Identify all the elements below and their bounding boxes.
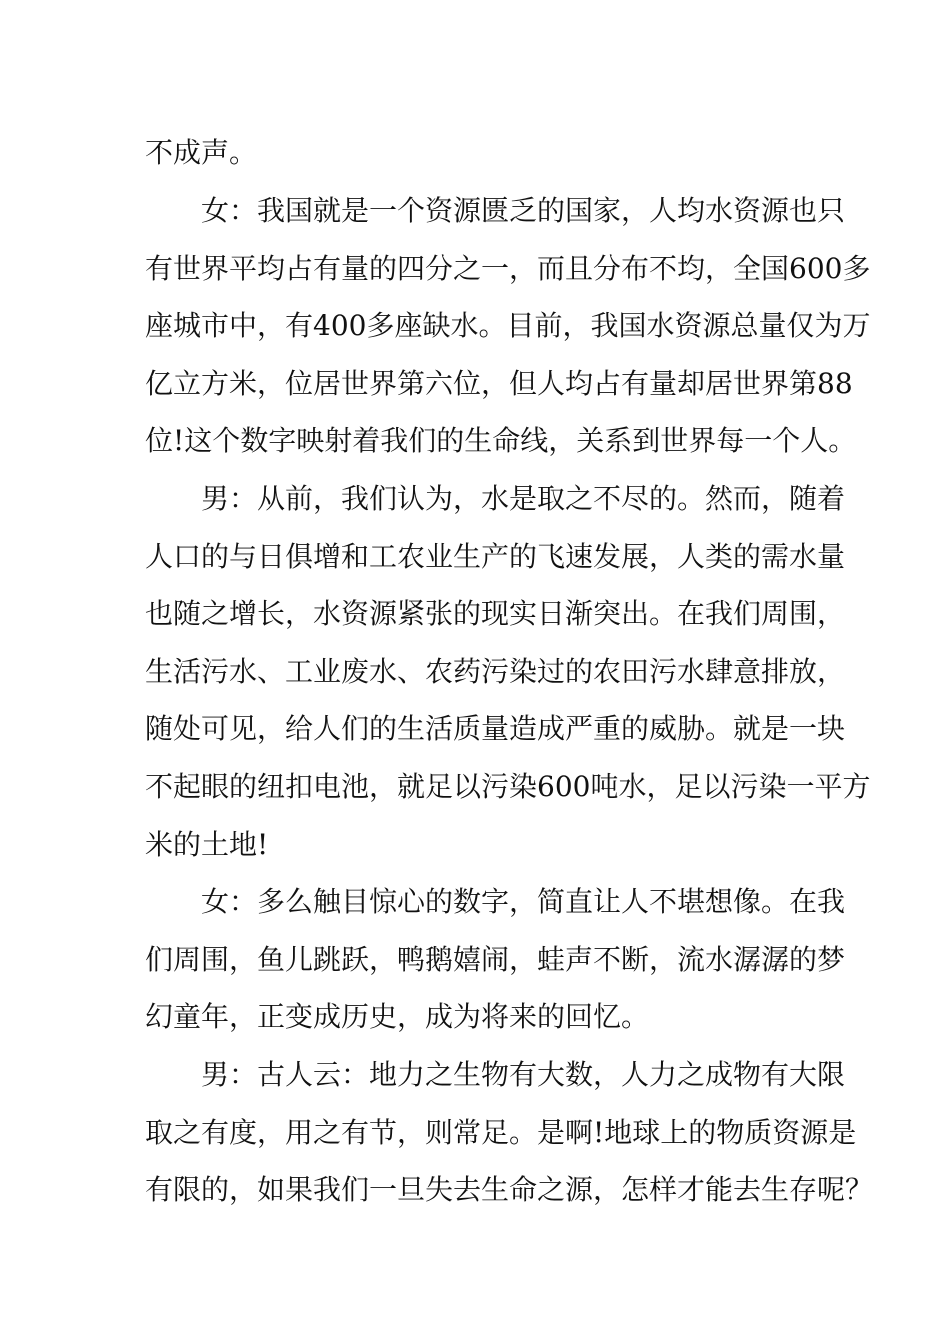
text-line: 幻童年，正变成历史，成为将来的回忆。 [145, 1000, 650, 1033]
text-line: 生活污水、工业废水、农药污染过的农田污水肆意排放， [145, 655, 846, 688]
text-line: 座城市中，有400多座缺水。目前，我国水资源总量仅为万 [145, 309, 871, 342]
text-line: 有世界平均占有量的四分之一，而且分布不均，全国600多 [145, 252, 871, 285]
text-line: 男：古人云：地力之生物有大数，人力之成物有大限 [201, 1058, 846, 1091]
text-line: 有限的，如果我们一旦失去生命之源，怎样才能去生存呢？ [145, 1173, 874, 1206]
text-line: 位!这个数字映射着我们的生命线，关系到世界每一个人。 [145, 424, 857, 457]
text-line: 亿立方米，位居世界第六位，但人均占有量却居世界第88 [145, 367, 853, 400]
text-line: 女：我国就是一个资源匮乏的国家，人均水资源也只 [201, 194, 846, 227]
text-line: 不起眼的纽扣电池，就足以污染600吨水，足以污染一平方 [145, 770, 871, 803]
text-line: 随处可见，给人们的生活质量造成严重的威胁。就是一块 [145, 712, 846, 745]
text-line: 不成声。 [145, 136, 258, 169]
text-line: 们周围，鱼儿跳跃，鸭鹅嬉闹，蛙声不断，流水潺潺的梦 [145, 943, 846, 976]
text-line: 取之有度，用之有节，则常足。是啊!地球上的物质资源是 [145, 1116, 857, 1149]
text-line: 米的土地! [145, 828, 269, 861]
text-line: 人口的与日俱增和工农业生产的飞速发展，人类的需水量 [145, 540, 846, 573]
text-line: 女：多么触目惊心的数字，简直让人不堪想像。在我 [201, 885, 846, 918]
text-line: 也随之增长，水资源紧张的现实日渐突出。在我们周围， [145, 597, 846, 630]
text-line: 男：从前，我们认为，水是取之不尽的。然而，随着 [201, 482, 846, 515]
